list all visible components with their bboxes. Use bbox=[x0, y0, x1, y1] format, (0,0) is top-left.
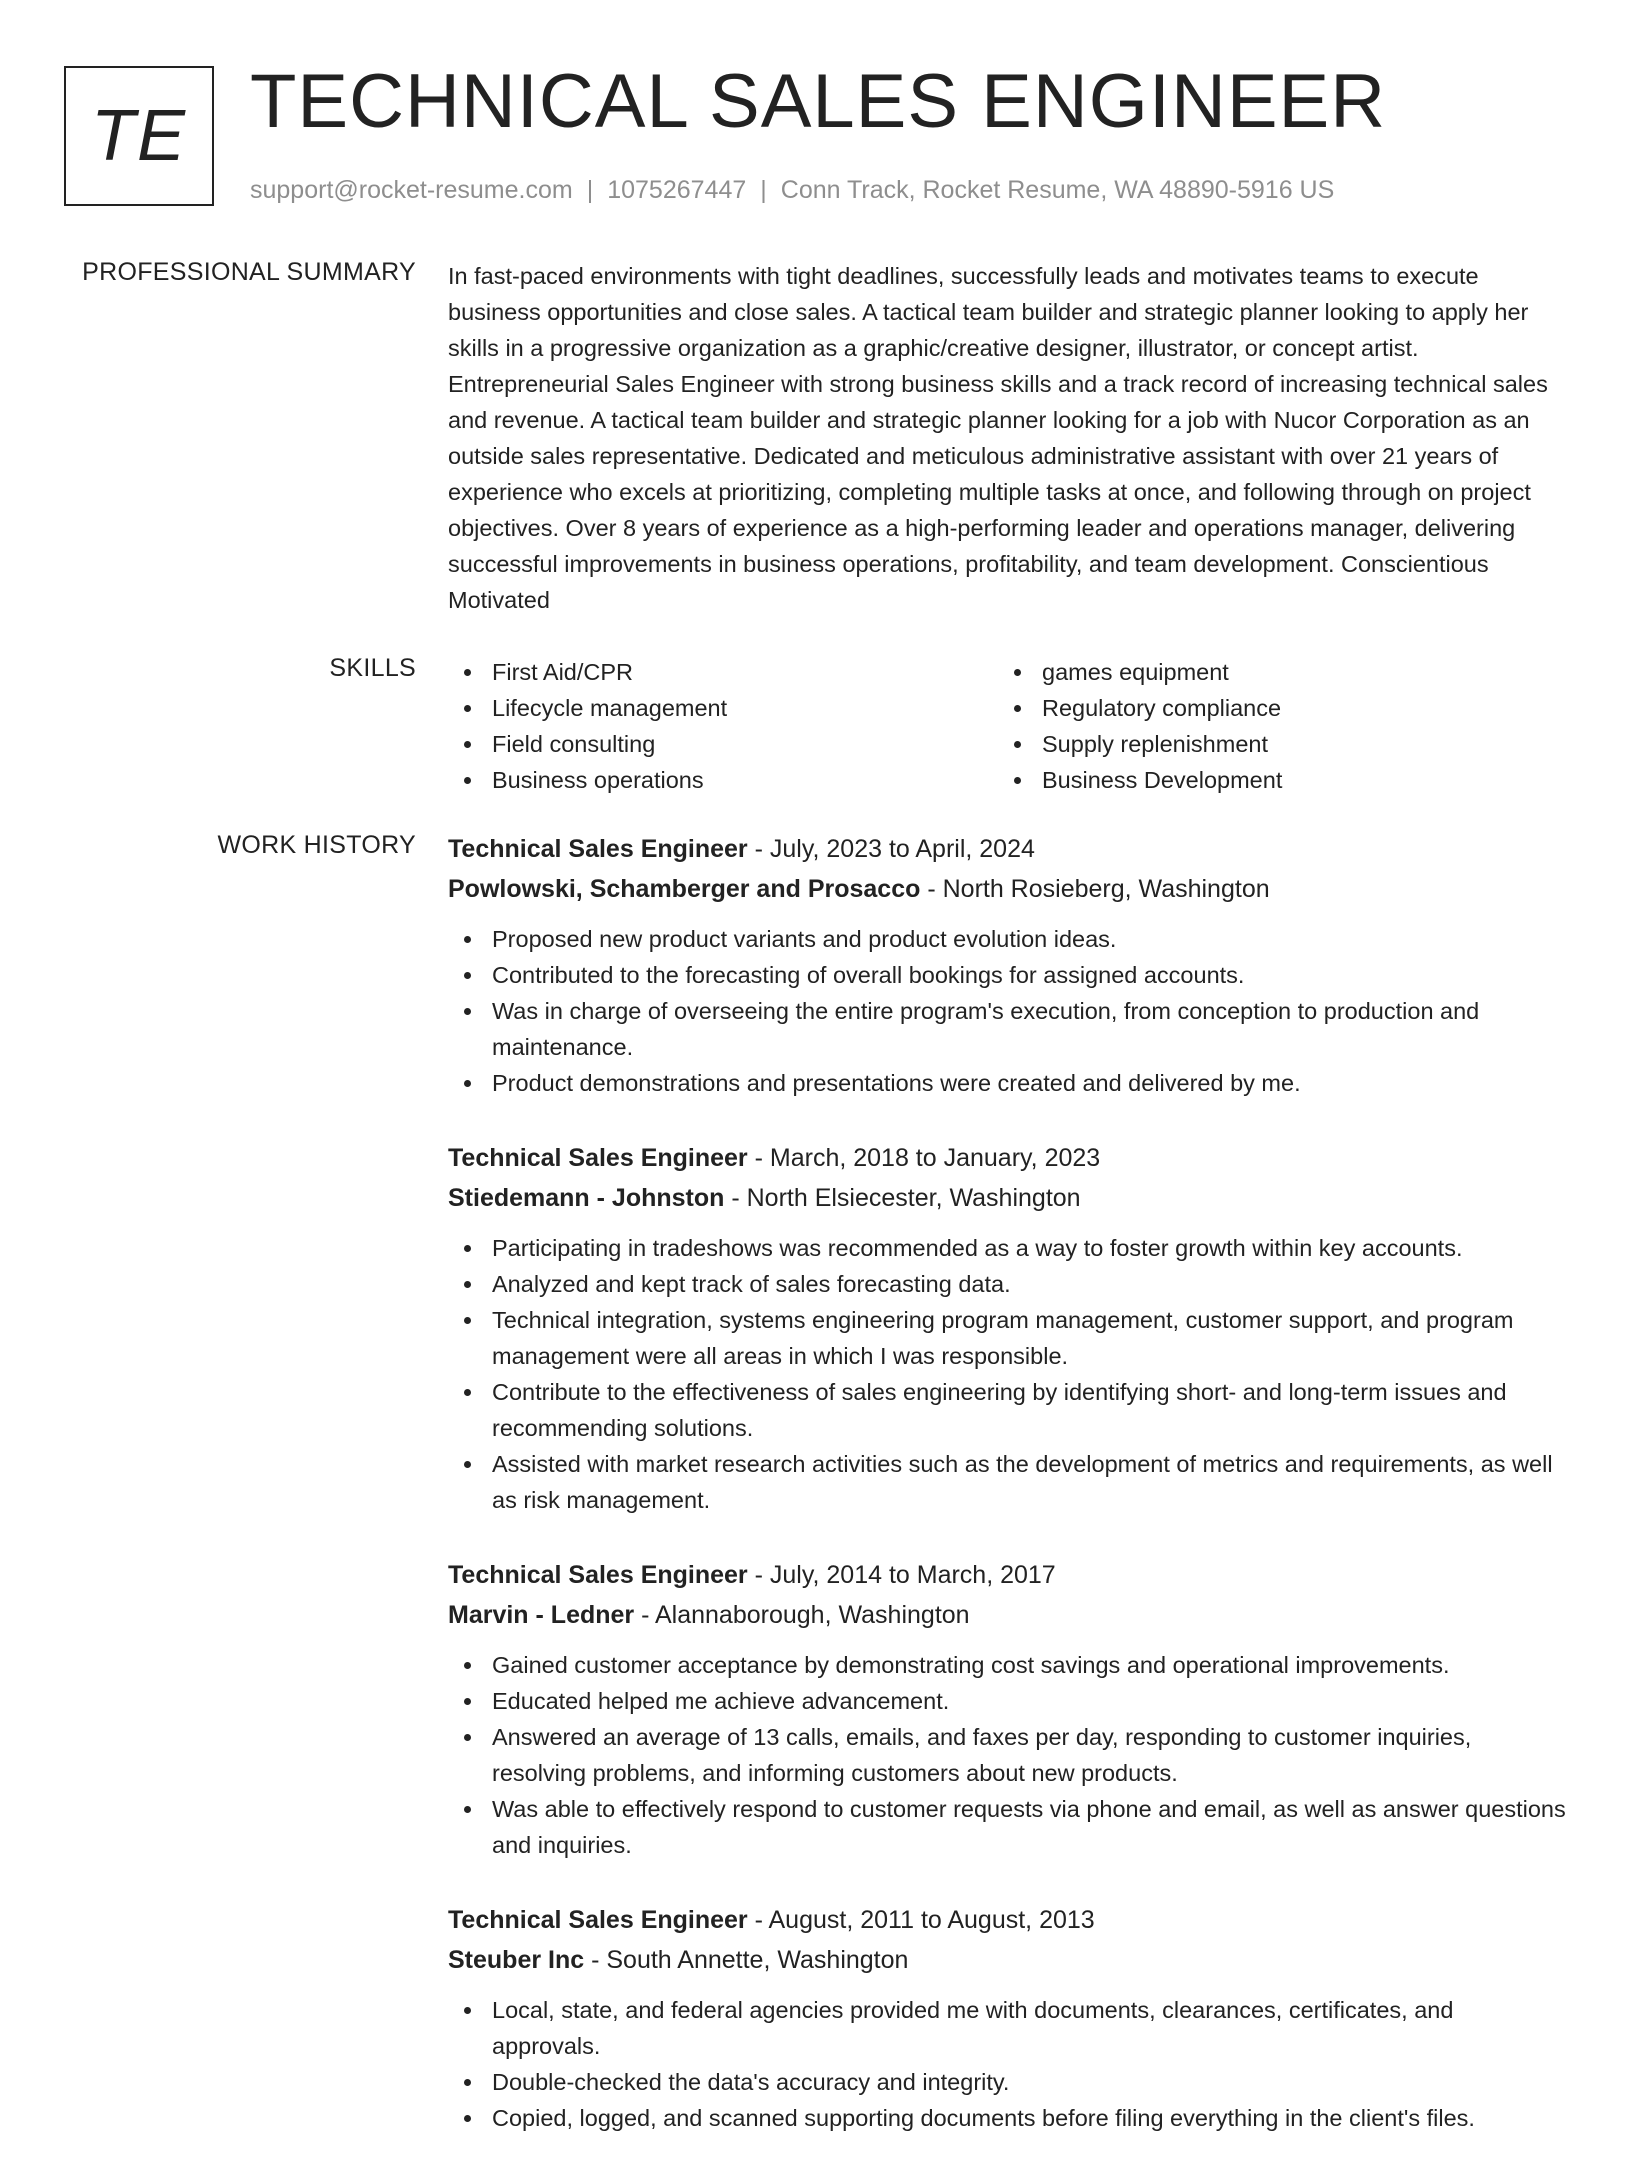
job-bullet: Participating in tradeshows was recommended as a way to foster growth within key accounts. bbox=[448, 1230, 1566, 1266]
job-bullets bbox=[448, 1230, 1566, 1518]
job-company-line bbox=[448, 1595, 1566, 1635]
job-entry bbox=[448, 1900, 1566, 2136]
skill-item: Business Development bbox=[998, 762, 1548, 798]
job-dates: - March, 2018 to January, 2023 bbox=[747, 1144, 1101, 1172]
job-location: - North Rosieberg, Washington bbox=[920, 875, 1270, 903]
skill-item: Regulatory compliance bbox=[998, 690, 1548, 726]
job-bullets bbox=[448, 1992, 1566, 2136]
job-role: Technical Sales Engineer bbox=[448, 1144, 748, 1172]
job-bullet: Was in charge of overseeing the entire program's execution, from conception to production and maintenance. bbox=[448, 993, 1566, 1065]
contact-phone: 1075267447 bbox=[607, 176, 747, 204]
skills-body bbox=[448, 654, 1566, 798]
skills-column-right bbox=[998, 654, 1548, 798]
job-bullet: Double-checked the data's accuracy and integrity. bbox=[448, 2064, 1566, 2100]
job-dates: - July, 2023 to April, 2024 bbox=[747, 835, 1035, 863]
job-bullet: Assisted with market research activities such as the development of metrics and requirements, as well as risk management. bbox=[448, 1446, 1566, 1518]
job-bullet: Copied, logged, and scanned supporting documents before filing everything in the client's files. bbox=[448, 2100, 1566, 2136]
job-entry bbox=[448, 1138, 1566, 1518]
work-history-heading: WORK HISTORY bbox=[217, 831, 416, 859]
summary-text: In fast-paced environments with tight deadlines, successfully leads and motivates teams to execute business opportunities and close sales. A tactical team builder and strategic planner looking to apply her skills in a progressive organization as a graphic/creative designer, illustrator, or concept artist. Entrepreneurial Sales Engineer with strong business skills and a track record of increasing technical sales and revenue. A tactical team builder and strategic planner looking for a job with Nucor Corporation as an outside sales representative. Dedicated and meticulous administrative assistant with over 21 years of experience who excels at prioritizing, completing multiple tasks at once, and following through on project objectives. Over 8 years of experience as a high-performing leader and operations manager, delivering successful improvements in business operations, profitability, and team development. Conscientious Motivated bbox=[448, 263, 1548, 613]
skills-column-left bbox=[448, 654, 998, 798]
job-bullet: Product demonstrations and presentations were created and delivered by me. bbox=[448, 1065, 1566, 1101]
job-title-line bbox=[448, 829, 1566, 869]
contact-line bbox=[250, 176, 1334, 205]
job-title-line bbox=[448, 1900, 1566, 1940]
job-title-line bbox=[448, 1138, 1566, 1178]
skill-item: Supply replenishment bbox=[998, 726, 1548, 762]
job-role: Technical Sales Engineer bbox=[448, 835, 748, 863]
summary-heading: PROFESSIONAL SUMMARY bbox=[82, 258, 416, 286]
job-bullet: Local, state, and federal agencies provided me with documents, clearances, certificates, and approvals. bbox=[448, 1992, 1566, 2064]
job-role: Technical Sales Engineer bbox=[448, 1561, 748, 1589]
job-bullet: Analyzed and kept track of sales forecasting data. bbox=[448, 1266, 1566, 1302]
monogram-box bbox=[64, 66, 214, 206]
skills-heading: SKILLS bbox=[329, 654, 416, 682]
job-company: Powlowski, Schamberger and Prosacco bbox=[448, 875, 921, 903]
job-company-line bbox=[448, 869, 1566, 909]
job-bullets bbox=[448, 1647, 1566, 1863]
skill-item: Business operations bbox=[448, 762, 998, 798]
job-dates: - July, 2014 to March, 2017 bbox=[747, 1561, 1056, 1589]
job-company-line bbox=[448, 1178, 1566, 1218]
job-bullet: Was able to effectively respond to customer requests via phone and email, as well as answer questions and inquiries. bbox=[448, 1791, 1566, 1863]
skill-item: Field consulting bbox=[448, 726, 998, 762]
job-bullet: Answered an average of 13 calls, emails, and faxes per day, responding to customer inquiries, resolving problems, and informing customers about new products. bbox=[448, 1719, 1566, 1791]
resume-title: TECHNICAL SALES ENGINEER bbox=[250, 59, 1387, 144]
job-location: - South Annette, Washington bbox=[584, 1946, 909, 1974]
work-history-body bbox=[448, 829, 1566, 2173]
job-bullet: Contributed to the forecasting of overall bookings for assigned accounts. bbox=[448, 957, 1566, 993]
skill-item: games equipment bbox=[998, 654, 1548, 690]
job-location: - North Elsiecester, Washington bbox=[724, 1184, 1081, 1212]
job-dates: - August, 2011 to August, 2013 bbox=[747, 1906, 1095, 1934]
contact-address: Conn Track, Rocket Resume, WA 48890-5916 US bbox=[780, 176, 1335, 204]
job-bullet: Contribute to the effectiveness of sales engineering by identifying short- and long-term issues and recommending solutions. bbox=[448, 1374, 1566, 1446]
contact-email: support@rocket-resume.com bbox=[250, 176, 573, 204]
job-entry bbox=[448, 1555, 1566, 1863]
summary-body bbox=[448, 258, 1566, 618]
job-entry bbox=[448, 829, 1566, 1101]
job-bullet: Technical integration, systems engineering program management, customer support, and program management were all areas in which I was responsible. bbox=[448, 1302, 1566, 1374]
job-company: Marvin - Ledner bbox=[448, 1601, 635, 1629]
monogram-initials: TE bbox=[90, 96, 187, 176]
contact-separator: | bbox=[586, 176, 594, 204]
job-bullets bbox=[448, 921, 1566, 1101]
skill-item: Lifecycle management bbox=[448, 690, 998, 726]
job-title-line bbox=[448, 1555, 1566, 1595]
job-bullet: Gained customer acceptance by demonstrating cost savings and operational improvements. bbox=[448, 1647, 1566, 1683]
skills-grid bbox=[448, 654, 1566, 798]
job-company-line bbox=[448, 1940, 1566, 1980]
job-bullet: Educated helped me achieve advancement. bbox=[448, 1683, 1566, 1719]
skill-item: First Aid/CPR bbox=[448, 654, 998, 690]
job-company: Steuber Inc bbox=[448, 1946, 585, 1974]
job-company: Stiedemann - Johnston bbox=[448, 1184, 725, 1212]
contact-separator: | bbox=[760, 176, 767, 204]
job-role: Technical Sales Engineer bbox=[448, 1906, 748, 1934]
job-bullet: Proposed new product variants and product evolution ideas. bbox=[448, 921, 1566, 957]
job-location: - Alannaborough, Washington bbox=[634, 1601, 970, 1629]
